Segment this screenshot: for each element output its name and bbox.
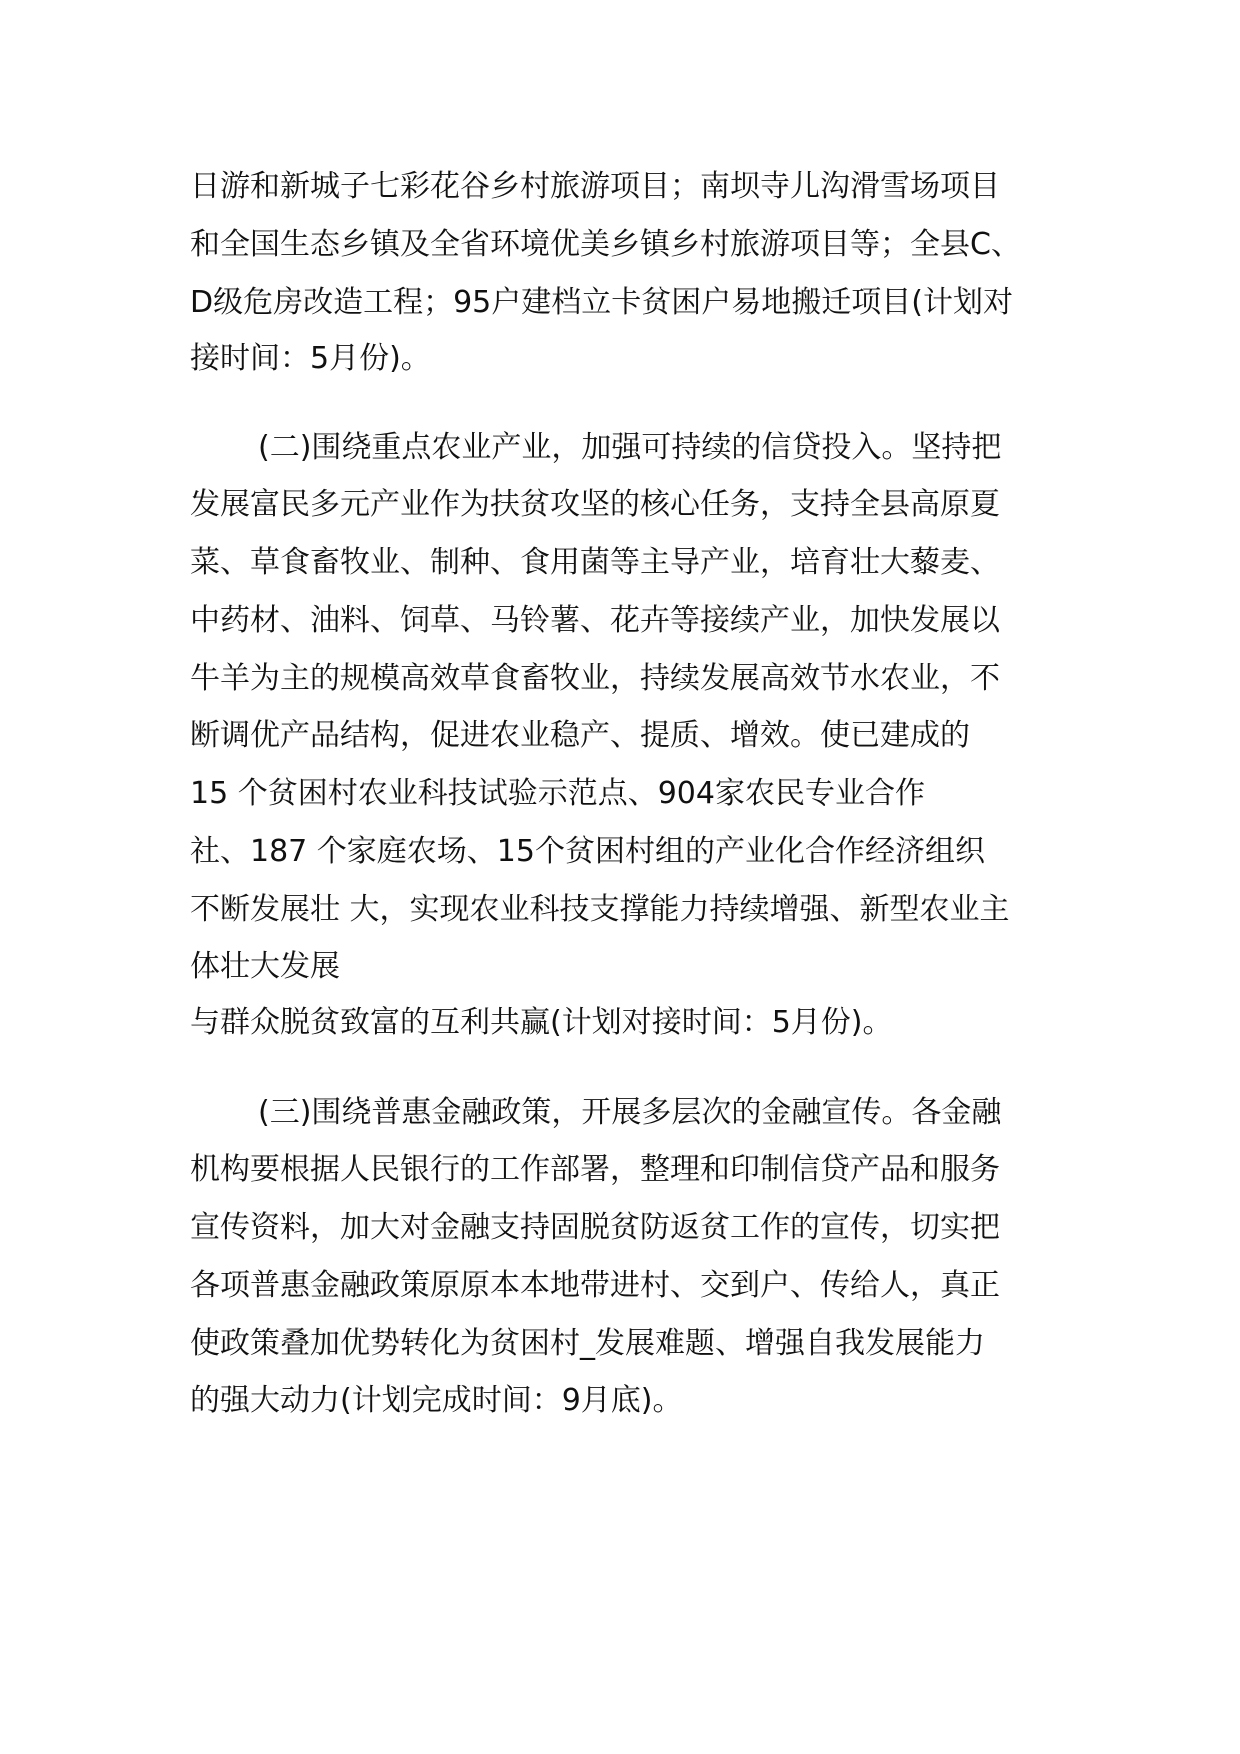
text-line-20: 使政策叠加优势转化为贫困村_发展难题、增强自我发展能力 bbox=[190, 1326, 985, 1361]
section-heading-2: (二)围绕重点农业产业，加强可持续的信贷投入。坚持把 bbox=[258, 430, 1002, 465]
text-line-19: 各项普惠金融政策原原本本地带进村、交到户、传给人，真正 bbox=[190, 1268, 1000, 1303]
text-line-4: 接时间：5月份)。 bbox=[190, 341, 431, 376]
text-line-8: 中药材、油料、饲草、马铃薯、花卉等接续产业，加快发展以 bbox=[190, 603, 1000, 638]
text-line-2: 和全国生态乡镇及全省环境优美乡镇乡村旅游项目等；全县C、 bbox=[190, 227, 1021, 262]
text-line-1: 日游和新城子七彩花谷乡村旅游项目；南坝寺儿沟滑雪场项目 bbox=[190, 169, 1000, 204]
text-line-7: 菜、草食畜牧业、制种、食用菌等主导产业，培育壮大藜麦、 bbox=[190, 545, 1000, 580]
text-line-15: 与群众脱贫致富的互利共赢(计划对接时间：5月份)。 bbox=[190, 1005, 893, 1040]
text-line-6: 发展富民多元产业作为扶贫攻坚的核心任务，支持全县高原夏 bbox=[190, 487, 1000, 522]
section-heading-3: (三)围绕普惠金融政策，开展多层次的金融宣传。各金融 bbox=[258, 1095, 1002, 1130]
text-line-14: 体壮大发展 bbox=[190, 949, 340, 984]
text-line-13: 不断发展壮 大，实现农业科技支撑能力持续增强、新型农业主 bbox=[190, 892, 1010, 927]
text-line-9: 牛羊为主的规模高效草食畜牧业，持续发展高效节水农业，不 bbox=[190, 661, 1000, 696]
text-line-11: 15 个贫困村农业科技试验示范点、904家农民专业合作 bbox=[190, 776, 925, 811]
text-line-17: 机构要根据人民银行的工作部署，整理和印制信贷产品和服务 bbox=[190, 1152, 1000, 1187]
text-line-12: 社、187 个家庭农场、15个贫困村组的产业化合作经济组织 bbox=[190, 834, 985, 869]
text-line-10: 断调优产品结构，促进农业稳产、提质、增效。使已建成的 bbox=[190, 718, 970, 753]
text-line-18: 宣传资料，加大对金融支持固脱贫防返贫工作的宣传，切实把 bbox=[190, 1210, 1000, 1245]
text-line-21: 的强大动力(计划完成时间：9月底)。 bbox=[190, 1383, 683, 1418]
text-line-3: D级危房改造工程；95户建档立卡贫困户易地搬迁项目(计划对 bbox=[190, 285, 1013, 320]
